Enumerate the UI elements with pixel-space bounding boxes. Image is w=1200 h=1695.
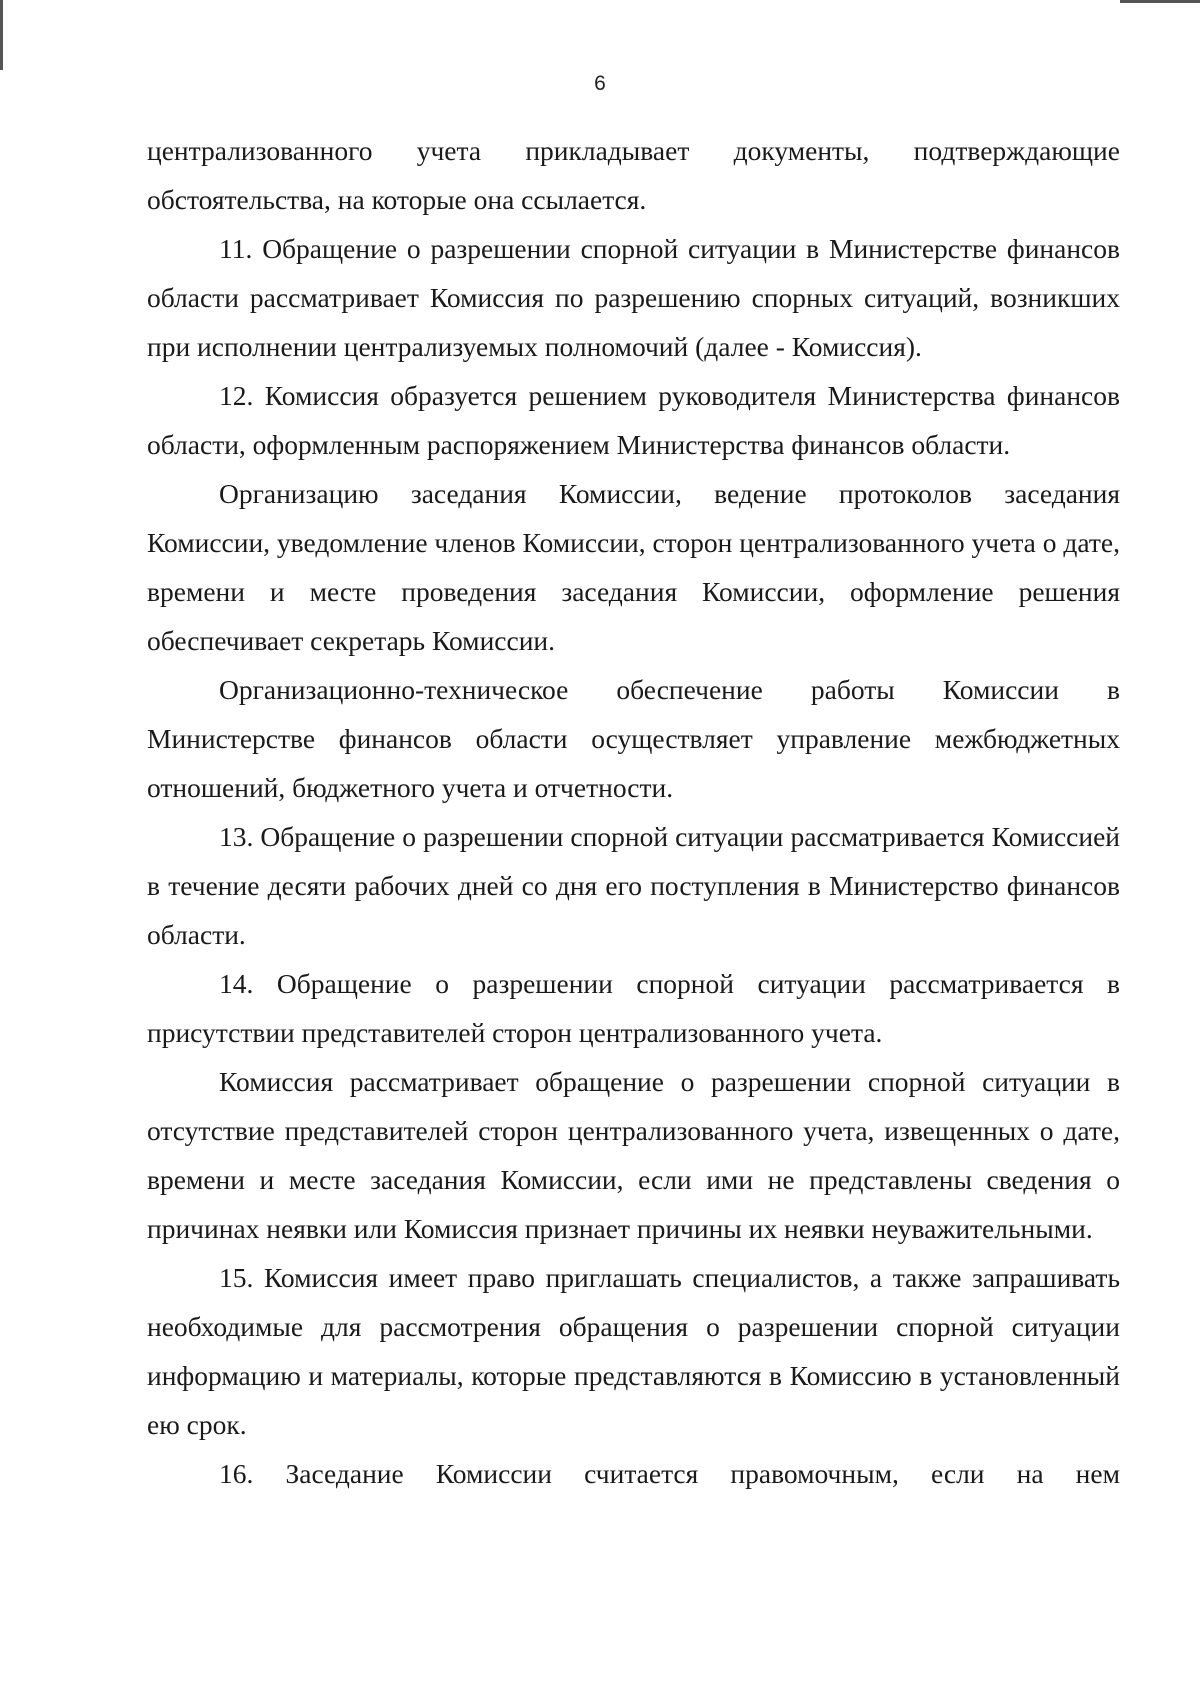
scan-edge-left [0,0,3,70]
page-number: 6 [594,72,606,95]
paragraph: 13. Обращение о разрешении спорной ситуации рассматривается Комиссией в течение десяти рабочих дней со дня его поступления в Министерство финансов области. [147,821,1120,950]
paragraph: 14. Обращение о разрешении спорной ситуации рассматривается в присутствии представителей сторон централизованного учета. [147,968,1120,1048]
scan-edge-top [1120,0,1200,3]
document-body [147,126,1120,1498]
paragraph: Организацию заседания Комиссии, ведение протоколов заседания Комиссии, уведомление членов Комиссии, сторон централизованного учета о дате, времени и месте проведения заседания Комиссии, оформление решения обеспечивает секретарь Комиссии. [147,478,1120,656]
paragraph: Организационно-техническое обеспечение работы Комиссии в Министерстве финансов области осуществляет управление межбюджетных отношений, бюджетного учета и отчетности. [147,674,1120,803]
paragraph: централизованного учета прикладывает документы, подтверждающие обстоятельства, на которые она ссылается. [147,135,1120,215]
paragraph: 12. Комиссия образуется решением руководителя Министерства финансов области, оформленным распоряжением Министерства финансов области. [147,380,1120,460]
paragraph: Комиссия рассматривает обращение о разрешении спорной ситуации в отсутствие представителей сторон централизованного учета, извещенных о дате, времени и месте заседания Комиссии, если ими не представлены сведения о причинах неявки или Комиссия признает причины их неявки неуважительными. [147,1066,1120,1244]
paragraph: 16. Заседание Комиссии считается правомочным, если на нем [219,1458,1120,1489]
paragraph: 11. Обращение о разрешении спорной ситуации в Министерстве финансов области рассматривает Комиссия по разрешению спорных ситуаций, возникших при исполнении централизуемых полномочий (далее - Комиссия). [147,233,1120,362]
paragraph: 15. Комиссия имеет право приглашать специалистов, а также запрашивать необходимые для рассмотрения обращения о разрешении спорной ситуации информацию и материалы, которые представляются в Комиссию в установленный ею срок. [147,1262,1120,1440]
